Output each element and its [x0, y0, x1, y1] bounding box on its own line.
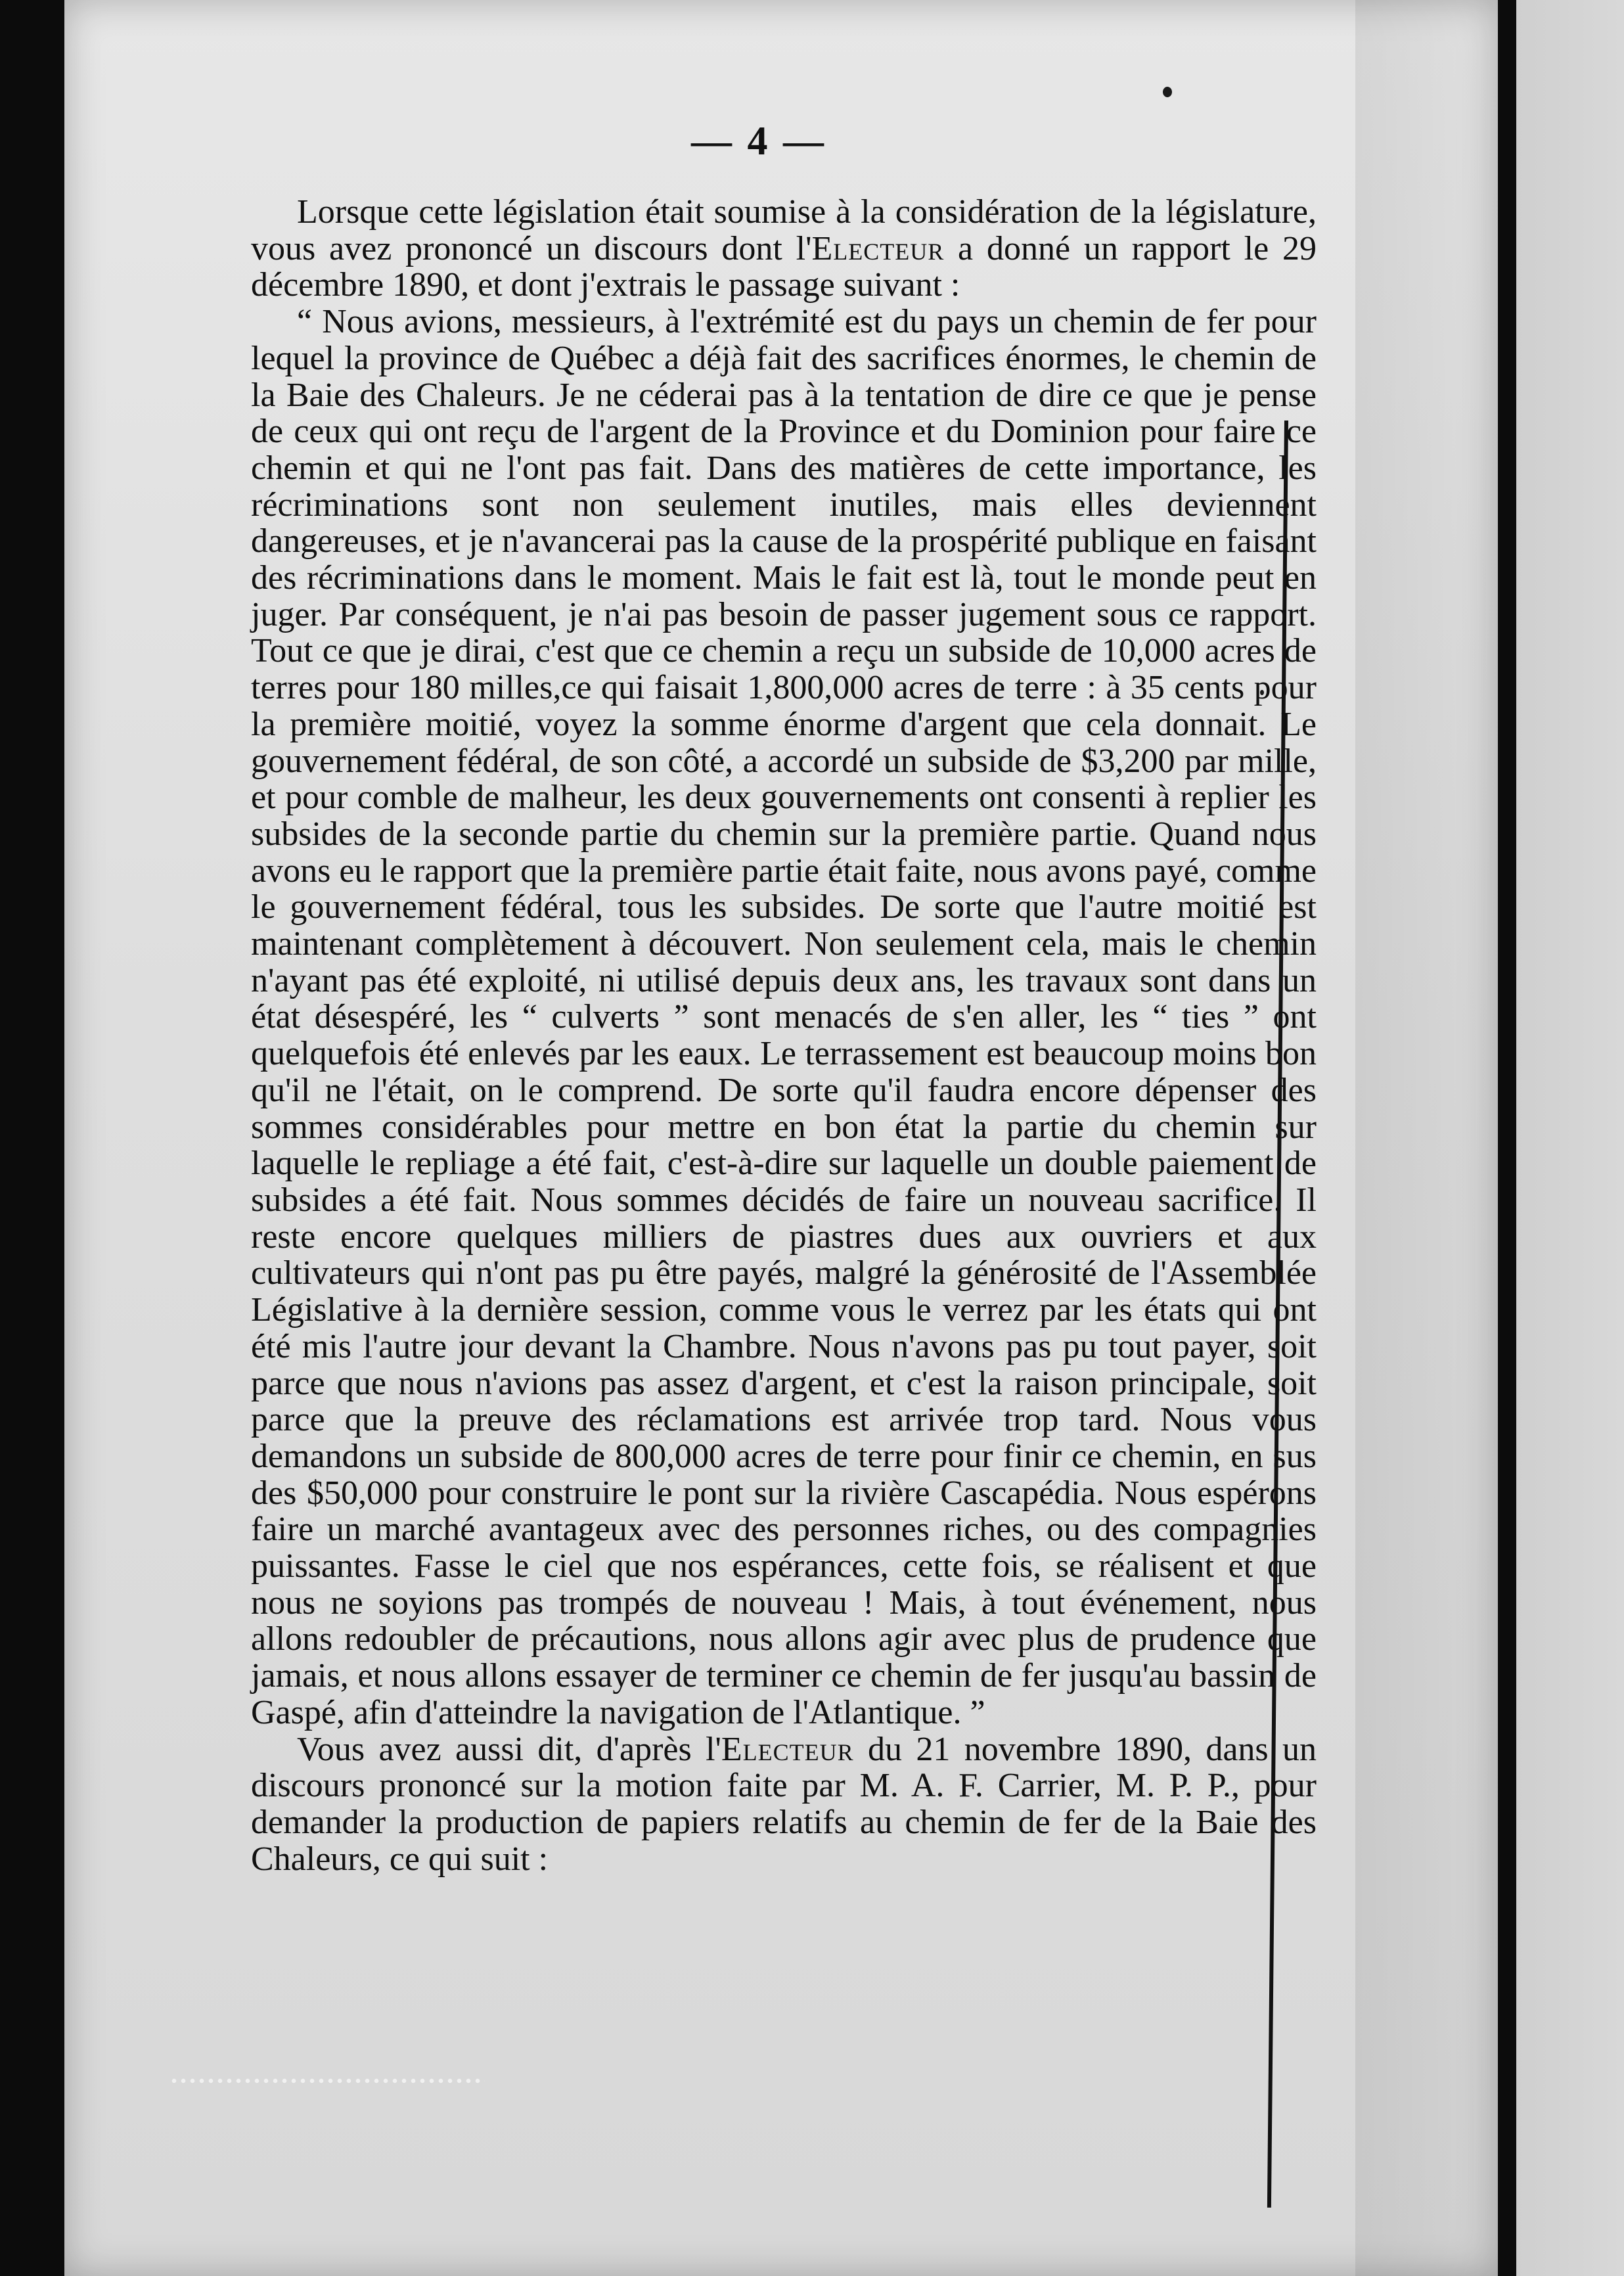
scan-artifact-dots [169, 2076, 485, 2085]
page-fold-shadow [1355, 0, 1498, 2276]
page-number: — 4 — [691, 119, 826, 164]
paragraph-intro [251, 194, 1317, 304]
adjacent-page-edge [1504, 0, 1624, 2276]
paragraph-closing [251, 1731, 1317, 1878]
paragraph-quotation: “ Nous avions, messieurs, à l'extrémité est du pays un chemin de fer pour lequel la province de Québec a déjà fait des sacrifices énormes, le chemin de la Baie des Chaleurs. Je ne céderai pas à la tentation de dire ce que je pense de ceux qui ont reçu de l'argent de la Province et du Dominion pour faire ce chemin et qui ne l'ont pas fait. Dans des matières de cette importance, les récriminations sont non seulement inutiles, mais elles deviennent dangereuses, et je n'avancerai pas la cause de la prospérité publique en faisant des récriminations dans le moment. Mais le fait est là, tout le monde peut en juger. Par conséquent, je n'ai pas besoin de passer jugement sous ce rapport. Tout ce que je dirai, c'est que ce chemin a reçu un subside de 10,000 acres de terres pour 180 milles,ce qui faisait 1,800,000 acres de terre : à 35 cents pour la première moitié, voyez la somme énorme d'argent que cela donnait. Le gouvernement fédéral, de son côté, a accordé un subside de $3,200 par mille, et pour comble de malheur, les deux gouvernements ont consenti à replier les subsides de la seconde partie du chemin sur la première partie. Quand nous avons eu le rapport que la première partie était faite, nous avons payé, comme le gouvernement fédéral, tous les subsides. De sorte que l'autre moitié est maintenant complètement à découvert. Non seulement cela, mais le chemin n'ayant pas été exploité, ni utilisé depuis deux ans, les travaux sont dans un état désespéré, les “ culverts ” sont menacés de s'en aller, les “ ties ” ont quelquefois été enlevés par les eaux. Le terrassement est beaucoup moins bon qu'il ne l'était, on le comprend. De sorte qu'il faudra encore dépenser des sommes considérables pour mettre en bon état la partie du chemin sur laquelle le repliage a été fait, c'est-à-dire sur laquelle un double paiement de subsides a été fait. Nous sommes décidés de faire un nouveau sacrifice. Il reste encore quelques milliers de piastres dues aux ouvriers et aux cultivateurs qui n'ont pas pu être payés, malgré la générosité de l'Assemblée Législative à la dernière session, comme vous le verrez par les états qui ont été mis l'autre jour devant la Chambre. Nous n'avons pas pu tout payer, soit parce que nous n'avions pas assez d'argent, et c'est la raison principale, soit parce que la preuve des réclamations est arrivée trop tard. Nous vous demandons un subside de 800,000 acres de terre pour finir ce chemin, en sus des $50,000 pour construire le pont sur la rivière Cascapédia. Nous espérons faire un marché avantageux avec des personnes riches, ou des compagnies puissantes. Fasse le ciel que nos espérances, cette fois, se réalisent et que nous ne soyions pas trompés de nouveau ! Mais, à tout événement, nous allons redoubler de précautions, nous allons agir avec plus de prudence que jamais, et nous allons essayer de terminer ce chemin de fer jusqu'au bassin de Gaspé, afin d'atteindre la navigation de l'Atlantique. ” [251, 303, 1317, 1731]
text-run: du 21 novembre 1890, dans un discours prononcé sur la motion faite par M. A. F. Carrier, M. P. P., pour demander la production de papiers relatifs au chemin de fer de la Baie des Chaleurs, ce qui suit : [251, 1730, 1317, 1878]
text-run: Vous avez aussi dit, d'après l' [297, 1730, 721, 1768]
text-run: Lorsque cette législation était soumise à la considération de la législature, vous avez prononcé un discours dont l' [251, 193, 1317, 267]
newspaper-name: Electeur [721, 1730, 854, 1768]
newspaper-name: Electeur [811, 229, 945, 267]
ink-speck [1163, 87, 1172, 97]
body-text [251, 194, 1317, 1877]
text-run: a donné un rapport le 29 décembre 1890, et dont j'extrais le passage suivant : [251, 229, 1317, 304]
